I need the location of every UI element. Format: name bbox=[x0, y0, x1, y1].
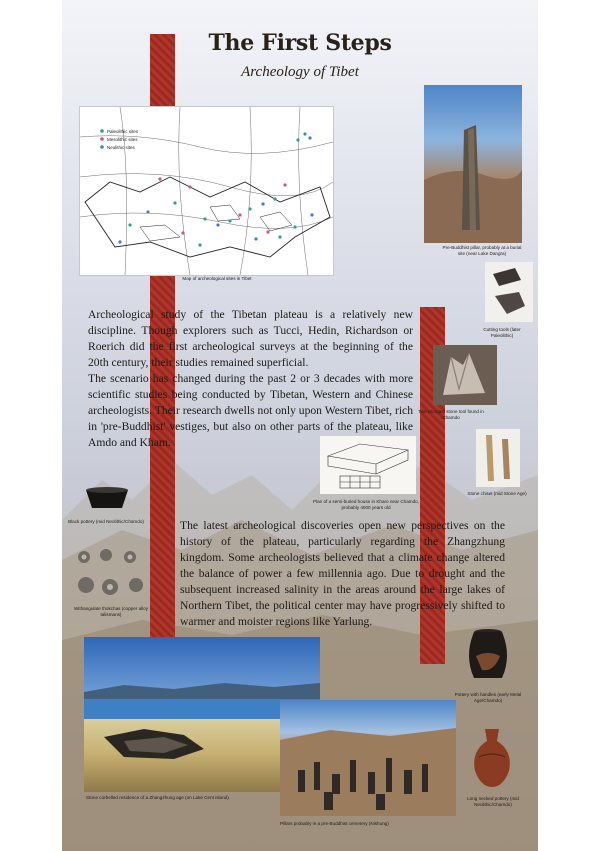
map-legend-paleolithic: Paleolithic sites bbox=[107, 129, 139, 134]
archeological-map bbox=[79, 106, 334, 276]
stone-tool-caption: Two-pronged stone tool found in Chamdo bbox=[418, 409, 484, 420]
long-pottery-photo bbox=[467, 727, 517, 791]
map-drawing bbox=[80, 107, 333, 275]
poster bbox=[62, 0, 538, 851]
thokchas-caption: Withangulate thokchas (copper alloy talismans) bbox=[73, 606, 149, 617]
black-pottery-photo bbox=[84, 484, 130, 514]
cutting-tools-caption: Cutting tools (later Paleolithic) bbox=[483, 327, 521, 338]
cutting-tools-photo bbox=[485, 262, 533, 322]
cemetery-pillars-caption: Pillars probably in a pre-Buddhist cemetery (Nishung) bbox=[280, 821, 389, 826]
page-title: The First Steps bbox=[208, 30, 392, 56]
black-pottery-caption: Black pottery (mid Neolithic/Chamdo) bbox=[68, 519, 144, 524]
pottery-handles-photo bbox=[460, 626, 516, 688]
long-pottery-caption: Long necked pottery (mid Neolithic/Chamdo) bbox=[467, 796, 519, 807]
map-legend-neolithic: Neolithic sites bbox=[107, 145, 135, 150]
map-legend-mesolithic: Mesolithic sites bbox=[107, 137, 138, 142]
intro-paragraph-2: The scenario has changed during the past 2 or 3 decades with more scientific studies being conducted by Tibetan, Western and Chinese archeologists. Their research dwells not only upon Western Tibet, rich in 'pre-Buddhist' vestiges, but also on other parts of the plateau, like Amdo and Kham. bbox=[88, 372, 413, 449]
pottery-handles-caption: Pottery with handles (early Metal Age/Chamdo) bbox=[454, 692, 522, 703]
pillar-caption: Pre-Buddhist pillar, probably at a burial site (near Lake Dangra) bbox=[442, 245, 522, 256]
stone-chisel-photo bbox=[476, 429, 520, 487]
pillar-photo bbox=[424, 85, 522, 243]
lake-residence-caption: Stone corbelled residence of a Zhangzhung age (on Lake Cent island) bbox=[86, 795, 229, 800]
map-caption: Map of archeological sites in Tibet bbox=[182, 276, 252, 281]
cemetery-pillars-photo bbox=[280, 700, 456, 816]
page-subtitle: Archeology of Tibet bbox=[241, 64, 359, 80]
latest-discoveries-paragraph: The latest archeological discoveries open new perspectives on the history of the plateau, particularly regarding the Zhangzhung kingdom. Some archeologists believed that a climate change altered the balance of power a few millennia ago. Due to drought and the subsequent increased salinity in the areas around the large lakes of Northern Tibet, the political center may have progressively shifted to warmer and moister regions like Yarlung. bbox=[180, 519, 505, 628]
thokchas-photo bbox=[74, 547, 154, 603]
intro-paragraph-1: Archeological study of the Tibetan plateau is a relatively new discipline. Though explorers such as Tucci, Hedin, Richardson or Roerich did the first archeological surveys at the beginning of the 20th century, their studies remained superficial. bbox=[88, 308, 413, 369]
stone-tool-photo bbox=[433, 345, 497, 405]
stone-chisel-caption: Stone chisel (mid Stone Age) bbox=[467, 491, 527, 496]
house-plan-caption: Plan of a semi-buried house in Kharo near Chamdo, probably 4000 years old bbox=[313, 499, 419, 510]
